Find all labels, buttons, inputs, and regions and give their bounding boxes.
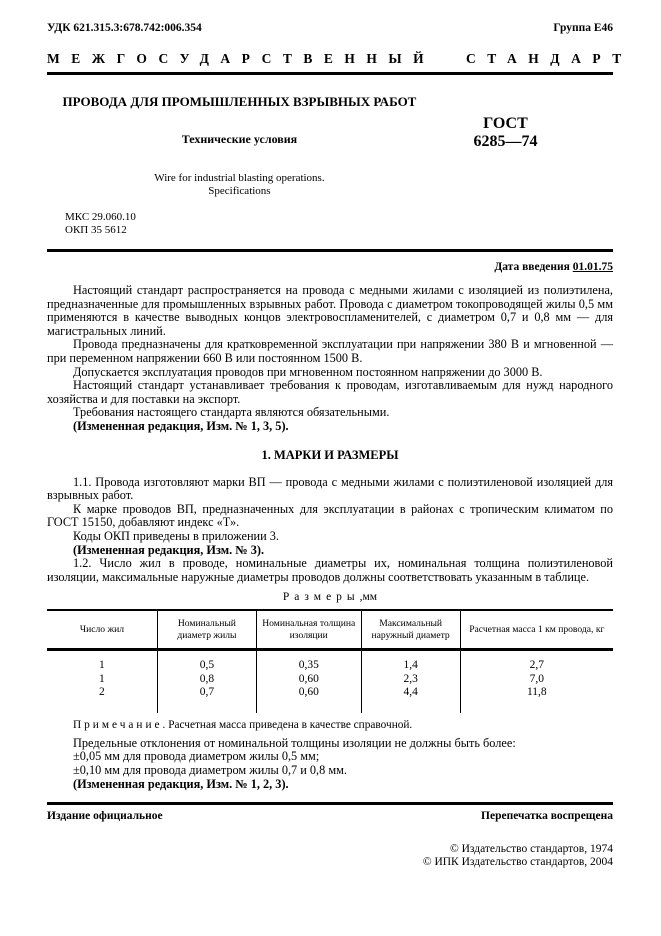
table-row bbox=[47, 686, 613, 713]
reprint-prohibited-label: Перепечатка воспрещена bbox=[481, 810, 613, 823]
tolerance-paragraph: ±0,10 мм для провода диаметром жилы 0,7 и 0,8 мм. bbox=[73, 762, 347, 777]
table-header-cell: Номинальный диаметр жилы bbox=[157, 610, 256, 650]
title-left-column bbox=[47, 94, 432, 236]
introduction-date-value: 01.01.75 bbox=[572, 261, 613, 273]
introduction-date bbox=[47, 261, 613, 273]
copyright-line: © ИПК Издательство стандартов, 2004 bbox=[422, 856, 613, 869]
title-rule bbox=[47, 249, 613, 252]
footer-rule bbox=[47, 802, 613, 805]
classification-codes bbox=[47, 211, 432, 236]
table-header-cell: Число жил bbox=[79, 624, 125, 636]
title-block bbox=[47, 94, 613, 236]
document-title: ПРОВОДА ДЛЯ ПРОМЫШЛЕННЫХ ВЗРЫВНЫХ РАБОТ bbox=[62, 94, 417, 109]
intro-section bbox=[47, 284, 613, 434]
title-english-line1: Wire for industrial blasting operations. bbox=[154, 172, 325, 184]
copyright-line: © Издательство стандартов, 1974 bbox=[449, 843, 613, 856]
table-cell: 0,8 bbox=[157, 673, 256, 687]
table-row bbox=[47, 650, 613, 673]
table-cell: 0,35 bbox=[256, 650, 361, 673]
tolerances-section bbox=[47, 737, 613, 791]
table-cell: 2,7 bbox=[460, 650, 613, 673]
table-caption-word: Размеры bbox=[282, 591, 360, 604]
section-paragraph: 1.1. Провода изготовляют марки ВП — провода с медными жилами с полиэтиленовой изоляцией для взрывных работ. bbox=[47, 474, 613, 503]
table-header-row bbox=[47, 610, 613, 650]
table-cell: 0,5 bbox=[157, 650, 256, 673]
footer-row bbox=[47, 810, 613, 822]
copyright-block bbox=[47, 843, 613, 869]
section-1-heading: 1. МАРКИ И РАЗМЕРЫ bbox=[261, 447, 399, 462]
table-caption bbox=[47, 591, 613, 603]
title-english-line2: Specifications bbox=[208, 185, 271, 197]
table-cell: 4,4 bbox=[361, 686, 460, 713]
tolerance-paragraph: Предельные отклонения от номинальной толщины изоляции не должны быть более: bbox=[73, 735, 516, 750]
table-cell: 0,60 bbox=[256, 673, 361, 687]
section-paragraph: 1.2. Число жил в проводе, номинальные диаметры их, номинальная толщина полиэтиленовой изоляции, максимальные наружные диаметры проводов должны соответствовать указанным в таблице. bbox=[47, 556, 613, 584]
standard-banner: МЕЖГОСУДАРСТВЕННЫЙ СТАНДАРТ bbox=[47, 51, 633, 66]
document-subtitle: Технические условия bbox=[181, 132, 298, 146]
section-1-body bbox=[47, 476, 613, 585]
table-cell: 0,7 bbox=[157, 686, 256, 713]
udk-code: УДК 621.315.3:678.742:006.354 bbox=[47, 22, 202, 34]
gost-number: 6285—74 bbox=[473, 133, 538, 150]
document-title-english bbox=[47, 172, 432, 198]
table-cell: 1 bbox=[99, 672, 105, 685]
table-cell: 2 bbox=[99, 686, 105, 699]
intro-paragraph: Настоящий стандарт распространяется на провода с медными жилами с изоляцией из полиэтилена, предназначенные для промышленных взрывных работ. Провода с диаметром токопроводящей жилы 0,5 мм применяются в качестве выводных концов электровоспламенителей, с диаметром 0,7 и 0,8 мм — для магистральных линий. bbox=[47, 283, 613, 338]
intro-paragraph: Настоящий стандарт устанавливает требования к проводам, изготавливаемым для нужд народного хозяйства и для поставки на экспорт. bbox=[47, 378, 613, 406]
table-cell: 1 bbox=[99, 659, 105, 672]
group-code: Группа Е46 bbox=[553, 22, 613, 34]
table-header-cell: Максимальный наружный диаметр bbox=[361, 610, 460, 650]
mks-code: МКС 29.060.10 bbox=[65, 211, 136, 223]
table-header-cell: Номинальная толщина изоляции bbox=[256, 610, 361, 650]
table-caption-unit: ,мм bbox=[359, 591, 378, 604]
okp-code: ОКП 35 5612 bbox=[65, 223, 127, 236]
table-note-text: . Расчетная масса приведена в качестве справочной. bbox=[162, 718, 413, 731]
introduction-date-label: Дата введения bbox=[494, 261, 570, 273]
gost-designation bbox=[432, 94, 613, 236]
table-cell: 2,3 bbox=[361, 673, 460, 687]
table-cell: 11,8 bbox=[460, 686, 613, 713]
dimensions-table bbox=[47, 609, 613, 713]
table-row bbox=[47, 673, 613, 687]
table-cell: 0,60 bbox=[256, 686, 361, 713]
table-cell: 7,0 bbox=[460, 673, 613, 687]
table-note-label: Примечание bbox=[73, 718, 163, 731]
table-note bbox=[47, 719, 613, 731]
banner-rule bbox=[47, 72, 613, 75]
intro-paragraph: Требования настоящего стандарта являются обязательными. bbox=[73, 405, 390, 420]
section-paragraph: Коды ОКП приведены в приложении 3. bbox=[73, 528, 279, 543]
meta-row bbox=[47, 22, 613, 34]
intro-paragraph: Допускается эксплуатация проводов при мгновенном постоянном напряжении до 3000 В. bbox=[73, 364, 543, 379]
table-header-cell: Расчетная масса 1 км провода, кг bbox=[460, 610, 613, 650]
official-edition-label: Издание официальное bbox=[47, 810, 163, 823]
intro-paragraph: Провода предназначены для кратковременной эксплуатации при напряжении 380 В и мгновенной — при переменном напряжении 660 В или постоянном 1500 В. bbox=[47, 337, 613, 365]
table-cell: 1,4 bbox=[361, 650, 460, 673]
tolerance-paragraph: ±0,05 мм для провода диаметром жилы 0,5 мм; bbox=[73, 749, 320, 764]
section-paragraph: К марке проводов ВП, предназначенных для эксплуатации в районах с тропическим климатом по ГОСТ 15150, добавляют индекс «Т». bbox=[47, 501, 613, 530]
gost-label: ГОСТ bbox=[483, 115, 528, 132]
amendment-note: (Измененная редакция, Изм. № 1, 3, 5). bbox=[73, 418, 289, 433]
amendment-note: (Измененная редакция, Изм. № 3). bbox=[73, 542, 265, 557]
amendment-note: (Измененная редакция, Изм. № 1, 2, 3). bbox=[73, 776, 289, 791]
